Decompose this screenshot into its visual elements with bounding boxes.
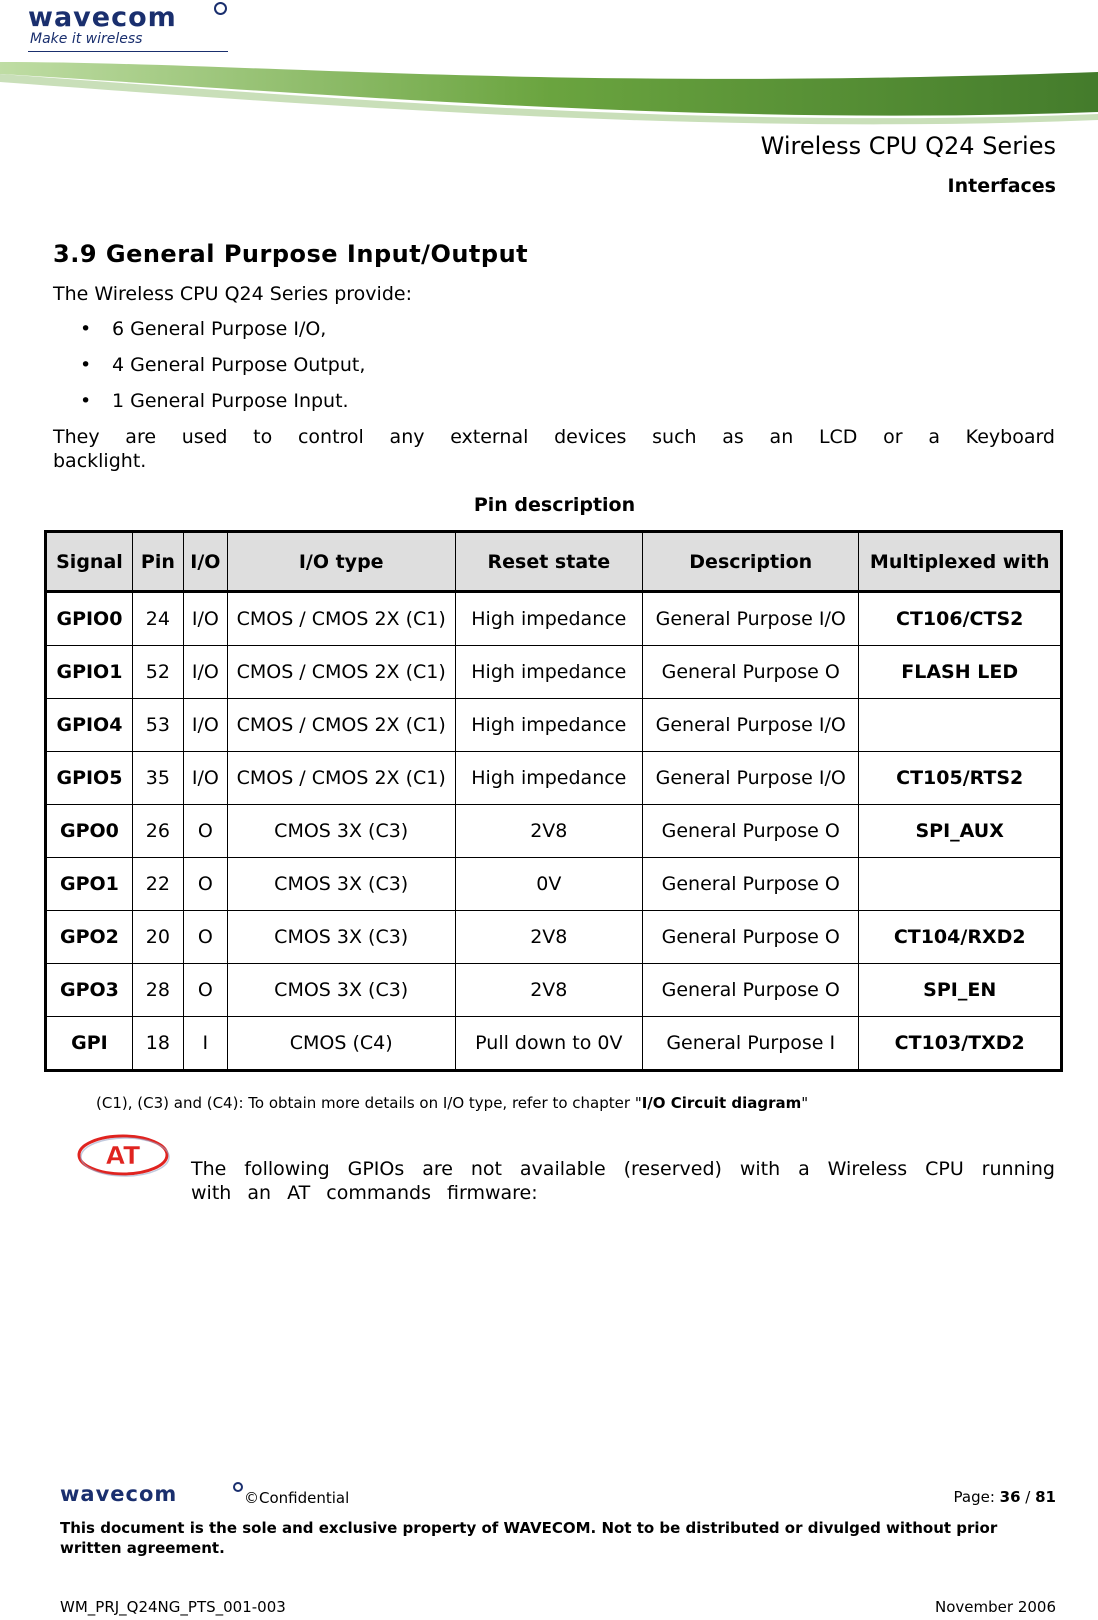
description-cell: General Purpose O — [643, 964, 859, 1017]
io-cell: O — [183, 911, 227, 964]
io-cell: I/O — [183, 646, 227, 699]
reset-state-cell: Pull down to 0V — [455, 1017, 642, 1071]
note-prefix: (C1), (C3) and (C4): To obtain more details on I/O type, refer to chapter " — [96, 1094, 642, 1112]
pin-cell: 35 — [132, 752, 183, 805]
registered-mark-icon — [214, 2, 227, 15]
signal-cell: GPIO1 — [46, 646, 133, 699]
io-type-cell: CMOS / CMOS 2X (C1) — [227, 646, 455, 699]
description-cell: General Purpose O — [643, 858, 859, 911]
header-signal: Signal — [46, 532, 133, 592]
footer-document-reference: WM_PRJ_Q24NG_PTS_001-003 — [60, 1598, 286, 1616]
document-title: Wireless CPU Q24 Series — [760, 132, 1056, 160]
table-title: Pin description — [473, 494, 636, 516]
io-type-cell: CMOS 3X (C3) — [227, 964, 455, 1017]
list-item: • 6 General Purpose I/O, — [80, 318, 365, 354]
description-cell: General Purpose O — [643, 805, 859, 858]
reset-state-cell: High impedance — [455, 752, 642, 805]
io-cell: O — [183, 805, 227, 858]
footer-page-number — [954, 1488, 1056, 1506]
io-type-cell: CMOS (C4) — [227, 1017, 455, 1071]
signal-cell: GPIO5 — [46, 752, 133, 805]
note-chapter-link[interactable]: I/O Circuit diagram — [641, 1094, 802, 1112]
description-cell: General Purpose I — [643, 1017, 859, 1071]
page-current: 36 — [999, 1488, 1021, 1506]
document-subtitle: Interfaces — [947, 175, 1056, 197]
multiplexed-cell: FLASH LED — [859, 646, 1062, 699]
usage-paragraph: They are used to control any external devices such as an LCD or a Keyboard backlight. — [53, 426, 1055, 472]
pin-cell: 18 — [132, 1017, 183, 1071]
multiplexed-cell: CT103/TXD2 — [859, 1017, 1062, 1071]
pin-description-table — [44, 530, 1063, 1072]
multiplexed-cell: SPI_EN — [859, 964, 1062, 1017]
header-io: I/O — [183, 532, 227, 592]
io-type-cell: CMOS / CMOS 2X (C1) — [227, 752, 455, 805]
io-cell: O — [183, 858, 227, 911]
table-row — [46, 699, 1062, 752]
footer-date: November 2006 — [935, 1598, 1056, 1616]
list-item: • 1 General Purpose Input. — [80, 390, 365, 426]
reset-state-cell: 0V — [455, 858, 642, 911]
pin-cell: 26 — [132, 805, 183, 858]
reset-state-cell: High impedance — [455, 646, 642, 699]
reset-state-cell: High impedance — [455, 592, 642, 646]
footer-registered-icon — [233, 1482, 243, 1492]
at-badge-icon — [76, 1133, 170, 1177]
description-cell: General Purpose I/O — [643, 592, 859, 646]
page-separator: / — [1020, 1488, 1036, 1506]
header-io-type: I/O type — [227, 532, 455, 592]
description-cell: General Purpose O — [643, 646, 859, 699]
io-type-note — [96, 1094, 808, 1112]
signal-cell: GPIO0 — [46, 592, 133, 646]
footer-logo: wavecom — [60, 1482, 178, 1506]
description-cell: General Purpose I/O — [643, 752, 859, 805]
reset-state-cell: 2V8 — [455, 805, 642, 858]
multiplexed-cell: CT105/RTS2 — [859, 752, 1062, 805]
io-type-cell: CMOS / CMOS 2X (C1) — [227, 592, 455, 646]
list-item: • 4 General Purpose Output, — [80, 354, 365, 390]
io-cell: O — [183, 964, 227, 1017]
header-pin: Pin — [132, 532, 183, 592]
io-cell: I/O — [183, 752, 227, 805]
signal-cell: GPO3 — [46, 964, 133, 1017]
reset-state-cell: 2V8 — [455, 964, 642, 1017]
multiplexed-cell — [859, 858, 1062, 911]
note-suffix: " — [801, 1094, 809, 1112]
io-type-cell: CMOS / CMOS 2X (C1) — [227, 699, 455, 752]
at-notice-text: The following GPIOs are not available (reserved) with a Wireless CPU running with an AT commands firmware: — [191, 1158, 1055, 1204]
header-multiplexed: Multiplexed with — [859, 532, 1062, 592]
table-row — [46, 858, 1062, 911]
table-row — [46, 752, 1062, 805]
logo-wordmark: wavecom — [28, 2, 177, 33]
table-row — [46, 805, 1062, 858]
table-row — [46, 1017, 1062, 1071]
pin-cell: 28 — [132, 964, 183, 1017]
bullet-list — [80, 318, 365, 426]
table-row — [46, 911, 1062, 964]
io-cell: I/O — [183, 592, 227, 646]
table-row — [46, 592, 1062, 646]
pin-cell: 22 — [132, 858, 183, 911]
page-total: 81 — [1035, 1488, 1056, 1506]
table-row — [46, 964, 1062, 1017]
at-badge-label: AT — [105, 1141, 141, 1170]
io-cell: I/O — [183, 699, 227, 752]
multiplexed-cell: CT104/RXD2 — [859, 911, 1062, 964]
header-description: Description — [643, 532, 859, 592]
pin-cell: 52 — [132, 646, 183, 699]
io-type-cell: CMOS 3X (C3) — [227, 805, 455, 858]
intro-text: The Wireless CPU Q24 Series provide: — [53, 283, 412, 305]
description-cell: General Purpose O — [643, 911, 859, 964]
pin-cell: 24 — [132, 592, 183, 646]
signal-cell: GPO1 — [46, 858, 133, 911]
signal-cell: GPO2 — [46, 911, 133, 964]
multiplexed-cell: SPI_AUX — [859, 805, 1062, 858]
pin-cell: 20 — [132, 911, 183, 964]
footer-confidential: ©Confidential — [244, 1489, 350, 1507]
section-heading: 3.9 General Purpose Input/Output — [53, 240, 529, 268]
logo-tagline: Make it wireless — [30, 31, 143, 47]
description-cell: General Purpose I/O — [643, 699, 859, 752]
io-cell: I — [183, 1017, 227, 1071]
signal-cell: GPI — [46, 1017, 133, 1071]
table-row — [46, 646, 1062, 699]
wavecom-logo — [28, 2, 238, 52]
header-swoosh — [0, 52, 1098, 142]
signal-cell: GPIO4 — [46, 699, 133, 752]
header-reset-state: Reset state — [455, 532, 642, 592]
multiplexed-cell: CT106/CTS2 — [859, 592, 1062, 646]
footer-legal-text: This document is the sole and exclusive property of WAVECOM. Not to be distributed or divulged without prior written agreement. — [60, 1519, 998, 1557]
pin-cell: 53 — [132, 699, 183, 752]
signal-cell: GPO0 — [46, 805, 133, 858]
page-label: Page: — [953, 1488, 1000, 1506]
reset-state-cell: 2V8 — [455, 911, 642, 964]
table-header-row — [46, 532, 1062, 592]
multiplexed-cell — [859, 699, 1062, 752]
io-type-cell: CMOS 3X (C3) — [227, 858, 455, 911]
io-type-cell: CMOS 3X (C3) — [227, 911, 455, 964]
reset-state-cell: High impedance — [455, 699, 642, 752]
